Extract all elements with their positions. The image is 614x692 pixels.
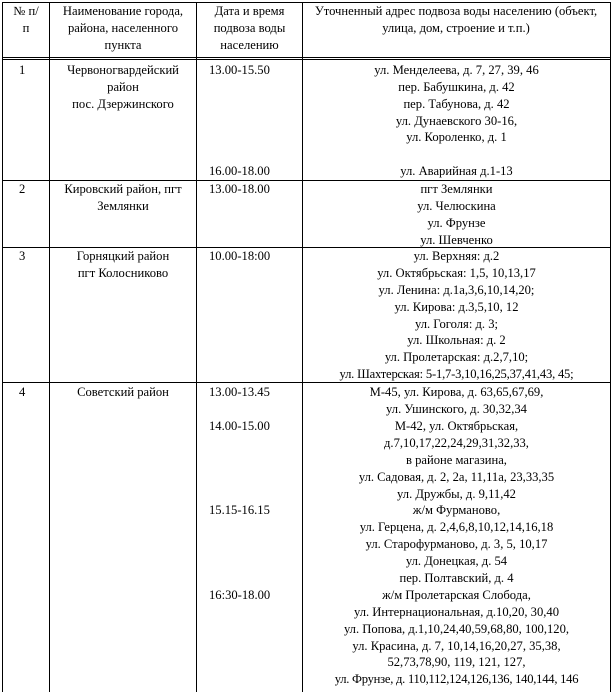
address-line: ул. Дунаевского 30-16, [395,114,518,128]
grid-line [196,2,197,692]
district-name: район [107,80,139,94]
address-line: ул. Короленко, д. 1 [406,130,507,144]
address-line: пер. Полтавский, д. 4 [399,571,514,585]
address-line: ул. Фрунзе, д. 110,112,124,126,136, 140,144, 146 [334,672,579,686]
address-line: ул. Ушинского, д. 30,32,34 [386,402,527,416]
address-line: ул. Дружбы, д. 9,11,42 [397,487,516,501]
address-line: ул. Менделеева, д. 7, 27, 39, 46 [374,63,539,77]
address-line: ул. Красина, д. 7, 10,14,16,20,27, 35,38, [352,639,561,653]
delivery-time: 13.00-18.00 [209,182,270,196]
row-number: 3 [19,249,26,263]
address-line: ул. Октябрьская: 1,5, 10,13,17 [377,266,536,280]
row-number: 1 [19,63,26,77]
delivery-time: 13.00-13.45 [209,385,270,399]
address-line: ул. Челюскина [417,199,496,213]
address-line: ул. Гоголя: д. 3; [414,317,498,331]
address-line: в районе магазина, [406,453,507,467]
address-line: ул. Ленина: д.1а,3,6,10,14,20; [378,283,535,297]
delivery-time: 10.00-18:00 [209,249,271,263]
delivery-time: 13.00-15.50 [209,63,270,77]
address-line: ул. Попова, д.1,10,24,40,59,68,80, 100,120, [343,622,570,636]
district-name: Кировский район, пгт [64,182,182,196]
header-address: Уточненный адрес подвоза воды населению (объект, улица, дом, строение и т.п.) [314,4,598,35]
row-number: 4 [19,385,26,399]
address-line: пер. Табунова, д. 42 [403,97,510,111]
address-line: ул. Донецкая, д. 54 [405,554,508,568]
address-line: М-45, ул. Кирова, д. 63,65,67,69, [369,385,544,399]
address-line: ул. Шевченко [420,233,493,247]
address-line: пгт Землянки [420,182,493,196]
address-line: ул. Старофурманово, д. 3, 5, 10,17 [365,537,548,551]
address-line: ул. Школьная: д. 2 [407,333,506,347]
address-line: ул. Интернациональная, д.10,20, 30,40 [353,605,560,619]
address-line: ул. Шахтерская: 5-1,7-3,10,16,25,37,41,43, 45; [339,367,574,381]
address-line: ул. Садовая, д. 2, 2а, 11,11а, 23,33,35 [358,470,555,484]
row-number: 2 [19,182,26,196]
address-line: ж/м Фурманово, [412,503,501,517]
address-line: М-42, ул. Октябрьская, [394,419,519,433]
delivery-time: 14.00-15.00 [209,419,270,433]
grid-line [2,2,3,692]
address-line: ул. Верхняя: д.2 [413,249,500,263]
header-date: Дата и время подвоза воды населению [213,4,286,52]
address-line: ул. Герцена, д. 2,4,6,8,10,12,14,16,18 [359,520,554,534]
address-line: 52,73,78,90, 119, 121, 127, [387,655,526,669]
delivery-time: 15.15-16.15 [209,503,270,517]
grid-line [2,57,610,60]
district-name: Горняцкий район [76,249,170,263]
delivery-time: 16:30-18.00 [209,588,271,602]
header-num: № п/п [13,4,39,35]
address-line: пер. Бабушкина, д. 42 [398,80,515,94]
address-line: ул. Фрунзе [427,216,486,230]
address-line: ул. Аварийная д.1-13 [400,164,513,178]
district-name: Землянки [97,199,149,213]
address-line: д.7,10,17,22,24,29,31,32,33, [384,436,529,450]
address-line: ул. Кирова: д.3,5,10, 12 [394,300,519,314]
district-name: Советский район [77,385,169,399]
address-line: ул. Пролетарская: д.2,7,10; [384,350,529,364]
district-name: пгт Колосниково [77,266,169,280]
delivery-time: 16.00-18.00 [209,164,270,178]
grid-line [610,2,611,692]
header-name: Наименование города, района, населенного пункта [62,4,184,52]
district-name: пос. Дзержинского [72,97,174,111]
district-name: Червоногвардейский [67,63,179,77]
address-line: ж/м Пролетарская Слобода, [382,588,531,602]
